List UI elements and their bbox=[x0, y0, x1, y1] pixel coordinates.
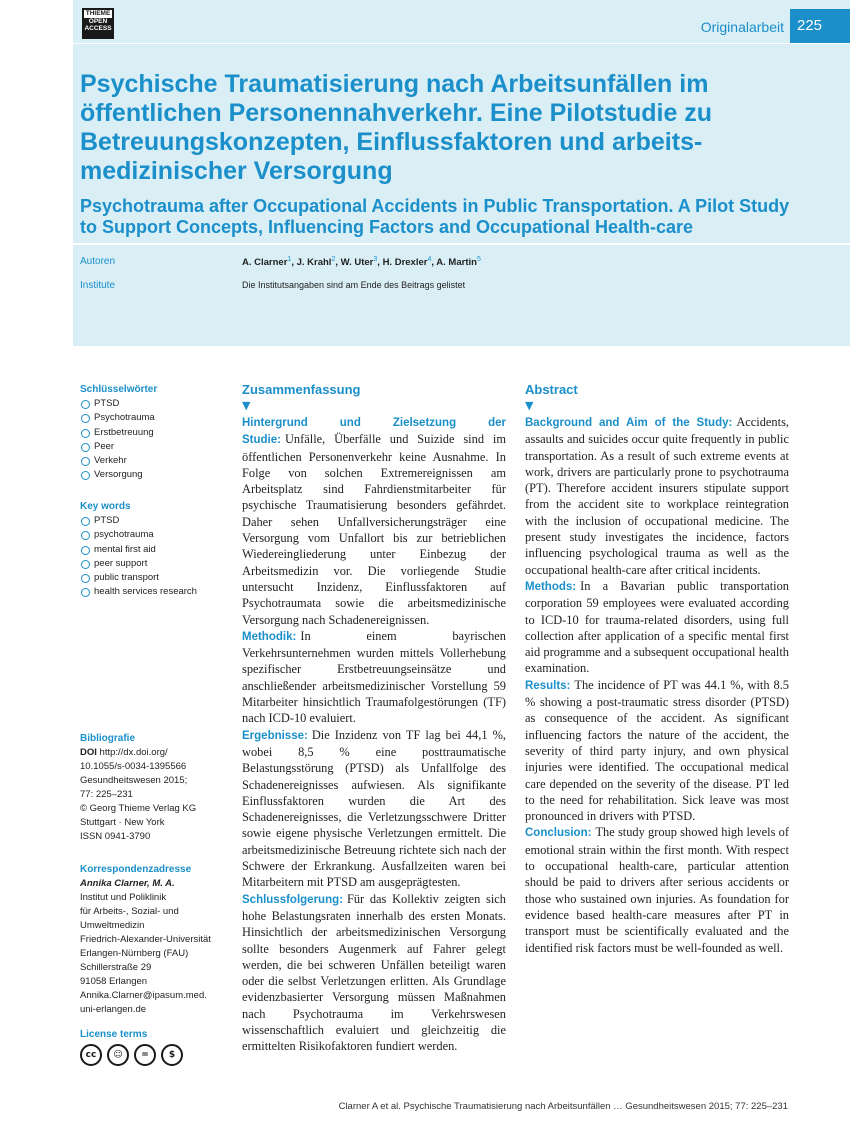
keyword-item: PTSD bbox=[80, 514, 230, 528]
abstract-paragraph bbox=[242, 414, 506, 628]
abstract-english bbox=[525, 381, 789, 956]
logo-line-1: THIEME bbox=[85, 10, 111, 17]
cc-icon: cc bbox=[80, 1044, 102, 1066]
authors-list: A. Clarner$^1$, J. Krahl$^2$, W. Uter$^3$, H. Drexler$^4$, A. Martin$^5$ bbox=[242, 256, 481, 269]
section-text: The incidence of PT was 44.1 %, with 8.5 % showing a post-traumatic stress disorder (PTSD) as consequence of the accident. As significant influencing factors the nature of the accident, the severity of third party injury, and own physical injuries were identified. The occupational medical care depended on the severity of the disease. PT led to the need for rehabilitation. Sick leave was most pronounced in drivers with PTSD. bbox=[525, 677, 789, 824]
address-line: für Arbeits-, Sozial- und bbox=[80, 906, 179, 917]
section-heading: Results: bbox=[525, 679, 571, 692]
author-affiliation: 3 bbox=[373, 256, 378, 263]
section-text: Die Inzidenz von TF lag bei 44,1 %, wobei 8,5 % eine posttraumatische Belastungsstörung (PTSD) als Unfallfolge des Schadenereignisses aufwiesen. Als signifikante Einflussfaktoren wurden die Art des Schadenereignisses, die Verletzungsschwere Dritter sowie eigene physische Verletzungen ermittelt. Die arbeitsmedizinische Betreuung richtete sich nach der Schwere der Erkrankung. Ausfallzeiten waren bei Mitarbeitern mit PTSD am ausgeprägtesten. bbox=[242, 727, 506, 890]
abstract-paragraph bbox=[525, 578, 789, 677]
section-heading: Background and Aim of the Study: bbox=[525, 417, 733, 429]
page-footer: Clarner A et al. Psychische Traumatisierung nach Arbeitsunfällen … Gesundheitswesen 2015; 77: 225–231 bbox=[338, 1101, 788, 1112]
keyword-item: mental first aid bbox=[80, 543, 230, 557]
abstract-paragraph bbox=[242, 628, 506, 727]
address-line: Friedrich-Alexander-Universität bbox=[80, 934, 211, 945]
abstract-german bbox=[242, 381, 506, 1055]
doi-number[interactable]: 10.1055/s-0034-1395566 bbox=[80, 761, 187, 772]
doi-line bbox=[80, 746, 230, 760]
logo-line-3: ACCESS bbox=[84, 25, 112, 32]
correspondence-heading: Korrespondenzadresse bbox=[80, 864, 192, 875]
license-icons[interactable] bbox=[80, 1044, 183, 1066]
address-line: 91058 Erlangen bbox=[80, 976, 148, 987]
institute-text: Die Institutsangaben sind am Ende des Beitrags gelistet bbox=[242, 280, 466, 290]
abstract-paragraph bbox=[242, 727, 506, 891]
keyword-item: psychotrauma bbox=[80, 528, 230, 542]
address-line: Institut und Poliklinik bbox=[80, 892, 167, 903]
section-text: In einem bayrischen Verkehrsunternehmen wurden mittels Vollerhebung spezifischer Erstbetreuungseinsätze und anschließender arbeitsmedizinischer Vorstellung 59 Mitarbeiter hinsichtlich Traumafolgestörungen (TF) nach ICD-10 evaluiert. bbox=[242, 628, 506, 726]
author-affiliation: 2 bbox=[331, 256, 336, 263]
author-name: H. Drexler bbox=[382, 257, 428, 269]
bibliography-heading: Bibliografie bbox=[80, 733, 136, 744]
section-text: Unfälle, Überfälle und Suizide sind im öffentlichen Personenverkehr keine Ausnahme. In Folge von solchen Extremereignissen am Arbeitsplatz sind Fahrdienstmitarbeiter für psychische Traumatisierung besonders gefährdet. Daher sehen Unfallversicherungsträger eine Versorgung vom Unfallort bis zur betrieblichen Wiedereingliederung unter Einbezug der Arbeitsmedizin vor. Die vorliegende Studie untersucht Inzidenz, Einflussfaktoren auf Psychotraumata sowie die arbeitsmedizinische Versorgung nach Schadenereignissen. bbox=[242, 432, 506, 627]
email-line[interactable]: uni-erlangen.de bbox=[80, 1004, 147, 1015]
section-text: In a Bavarian public transportation corporation 59 employees were evaluated according to ICD-10 for trauma-related disorders, using full collection after application of a specific mental first aid programme and a subsequent occupational health examination. bbox=[525, 578, 789, 676]
triangle-marker-icon: ▼ bbox=[242, 399, 251, 412]
biblio-line: ISSN 0941-3790 bbox=[80, 831, 151, 842]
biblio-line: 77: 225–231 bbox=[80, 789, 133, 800]
author-affiliation: 1 bbox=[287, 256, 292, 263]
section-text: Für das Kollektiv zeigten sich hohe Belastungsraten innerhalb des ersten Monats. Hinsichtlich der arbeitsmedizinischen Versorgung sollte besonders Augenmerk auf Fahrer gelegt werden, die bei schweren Unfällen beteiligt waren oder die selbst Verletzungen erlitten. Als Grundlage evidenzbasierter Versorgung müssen Maßnahmen nach Psychotrauma im Verkehrswesen wissenschaftlich evaluiert und gleichzeitig die ermittelten Risikofaktoren fundiert werden. bbox=[242, 891, 506, 1054]
header-divider bbox=[73, 43, 850, 44]
author-name: A. Clarner bbox=[242, 257, 288, 269]
nd-icon: = bbox=[134, 1044, 156, 1066]
abstract-german-heading: Zusammenfassung bbox=[242, 382, 361, 397]
correspondence-name: Annika Clarner, M. A. bbox=[80, 878, 175, 889]
abstract-paragraph bbox=[525, 414, 789, 578]
email-line[interactable]: Annika.Clarner@ipasum.med. bbox=[80, 990, 207, 1001]
section-label: Originalarbeit bbox=[700, 19, 784, 35]
keyword-item: Peer bbox=[80, 440, 230, 454]
author-affiliation: 4 bbox=[427, 256, 432, 263]
section-heading: Ergebnisse: bbox=[242, 729, 308, 742]
keywords-english bbox=[80, 500, 230, 599]
section-heading: Schlussfolgerung: bbox=[242, 893, 343, 906]
abstract-paragraph bbox=[242, 891, 506, 1055]
author-name: A. Martin bbox=[436, 257, 477, 269]
address-line: Schillerstraße 29 bbox=[80, 962, 152, 973]
abstract-paragraph bbox=[525, 824, 789, 955]
institute-label: Institute bbox=[80, 280, 116, 291]
keywords-german bbox=[80, 383, 230, 482]
title-german: Psychische Traumatisierung nach Arbeitsunfällen im öffentlichen Personennahverkehr. Eine Pilotstudie zu Betreuungskonzepten, Einflussfaktoren und arbeitsmedizinischer Versorgung bbox=[80, 70, 713, 185]
keywords-german-heading: Schlüsselwörter bbox=[80, 384, 158, 395]
biblio-line: © Georg Thieme Verlag KG bbox=[80, 803, 197, 814]
section-heading: Methodik: bbox=[242, 630, 297, 643]
by-icon: ☺ bbox=[107, 1044, 129, 1066]
author-name: W. Uter bbox=[340, 257, 374, 269]
section-heading: Conclusion: bbox=[525, 827, 592, 840]
header-margin bbox=[0, 0, 73, 44]
triangle-marker-icon: ▼ bbox=[525, 399, 534, 412]
abstract-english-heading: Abstract bbox=[525, 382, 578, 397]
nc-icon: $ bbox=[161, 1044, 183, 1066]
address-line: Umweltmedizin bbox=[80, 920, 145, 931]
keyword-item: Verkehr bbox=[80, 454, 230, 468]
title-english: Psychotrauma after Occupational Accidents in Public Transportation. A Pilot Study to Support Concepts, Influencing Factors and Occupational Health-care bbox=[80, 196, 790, 237]
logo-line-2: OPEN bbox=[88, 17, 108, 25]
section-text: Accidents, assaults and suicides occur quite frequently in public transportation. As a result of such extreme events at work, drivers are particularly prone to psychotrauma (PT). Therefore accident insurers stipulate support from the accident site to workplace reintegration with the inclusion of occupational medicine. The present study investigates the incidence, factors influencing psychological trauma as well as the occupational health-care after critical incidents. bbox=[525, 415, 789, 577]
keywords-english-heading: Key words bbox=[80, 501, 131, 512]
section-heading: Methods: bbox=[525, 580, 577, 593]
biblio-line: Gesundheitswesen 2015; bbox=[80, 775, 188, 786]
license-section bbox=[80, 1028, 230, 1042]
title-divider bbox=[73, 243, 850, 245]
doi-label: DOI bbox=[80, 747, 97, 758]
keyword-item: Psychotrauma bbox=[80, 411, 230, 425]
license-heading: License terms bbox=[80, 1029, 148, 1040]
keyword-item: health services research bbox=[80, 585, 230, 599]
authors-label: Autoren bbox=[80, 256, 116, 267]
section-heading: Hintergrund und Zielsetzung der Studie: bbox=[242, 417, 506, 447]
page-number: 225 bbox=[790, 9, 850, 43]
section-text: The study group showed high levels of emotional strain within the first month. With respect to occupational health-care, particular attention should be paid to drivers after serious accidents or those who sustained own injuries. As foundation for evidence based health-care measures after PT in transport must be scientifically evaluated and the identified risk factors must be well-founded as well. bbox=[525, 825, 789, 955]
keyword-item: PTSD bbox=[80, 397, 230, 411]
keyword-item: Versorgung bbox=[80, 468, 230, 482]
keyword-item: Erstbetreuung bbox=[80, 426, 230, 440]
keyword-item: public transport bbox=[80, 571, 230, 585]
biblio-line: Stuttgart · New York bbox=[80, 817, 165, 828]
correspondence bbox=[80, 863, 230, 1017]
keyword-item: peer support bbox=[80, 557, 230, 571]
author-name: J. Krahl bbox=[296, 257, 332, 269]
address-line: Erlangen-Nürnberg (FAU) bbox=[80, 948, 189, 959]
doi-url[interactable]: http://dx.doi.org/ bbox=[99, 747, 168, 758]
bibliography bbox=[80, 732, 230, 844]
thieme-open-access-logo bbox=[82, 8, 114, 39]
author-affiliation: 5 bbox=[476, 256, 481, 263]
abstract-paragraph bbox=[525, 677, 789, 825]
